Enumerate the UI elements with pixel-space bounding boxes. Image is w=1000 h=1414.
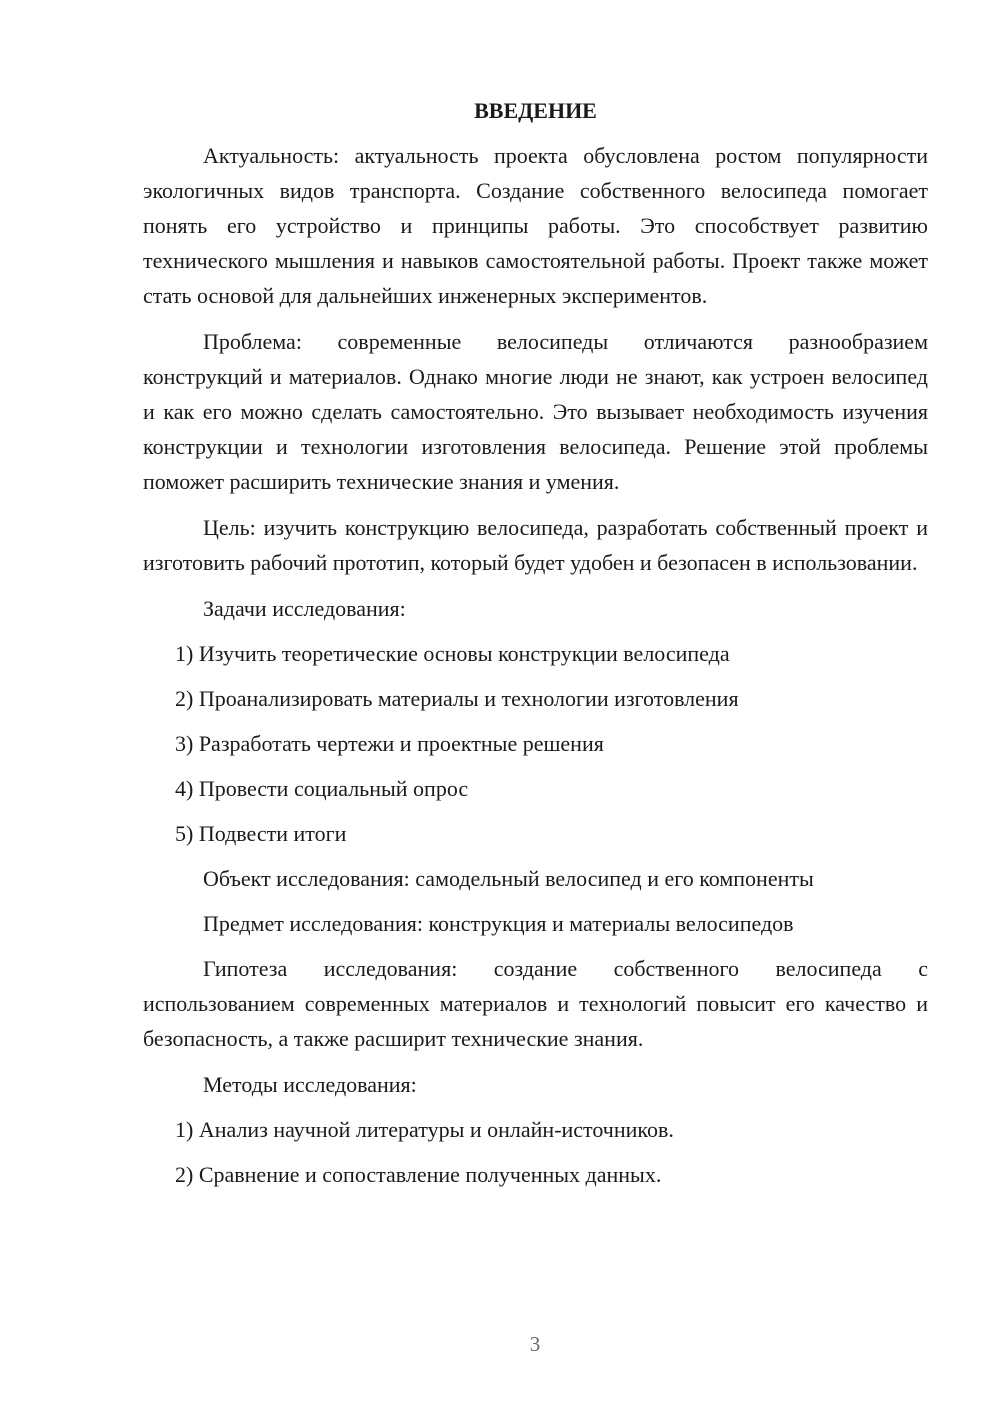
methods-heading: Методы исследования: (203, 1072, 417, 1097)
relevance-paragraph: Актуальность: актуальность проекта обусловлена ростом популярности экологичных видов транспорта. Создание собственного велосипеда помогает понять его устройство и принципы работы. Это способствует развитию технического мышления и навыков самостоятельной работы. Проект также может стать основой для дальнейших инженерных экспериментов. (143, 143, 928, 308)
list-item: 1) Анализ научной литературы и онлайн-источников. (175, 1117, 674, 1142)
list-item: 2) Сравнение и сопоставление полученных данных. (175, 1162, 662, 1187)
list-item: 4) Провести социальный опрос (175, 776, 469, 801)
hypothesis-paragraph: Гипотеза исследования: создание собственного велосипеда с использованием современных материалов и технологий повысит его качество и безопасность, а также расширит технические знания. (143, 956, 928, 1051)
goal-paragraph: Цель: изучить конструкцию велосипеда, разработать собственный проект и изготовить рабочий прототип, который будет удобен и безопасен в использовании. (143, 515, 928, 575)
list-item: 1) Изучить теоретические основы конструкции велосипеда (175, 641, 730, 666)
tasks-heading: Задачи исследования: (203, 596, 406, 621)
list-item: 3) Разработать чертежи и проектные решения (175, 731, 604, 756)
methods-list (143, 1112, 928, 1192)
subject-line: Предмет исследования: конструкция и материалы велосипедов (203, 911, 794, 936)
problem-paragraph: Проблема: современные велосипеды отличаются разнообразием конструкций и материалов. Однако многие люди не знают, как устроен велосипед и как его можно сделать самостоятельно. Это вызывает необходимость изучения конструкции и технологии изготовления велосипеда. Решение этой проблемы поможет расширить технические знания и умения. (143, 329, 928, 494)
list-item: 2) Проанализировать материалы и технологии изготовления (175, 686, 739, 711)
page-number: 3 (529, 1332, 541, 1356)
page-content (143, 93, 928, 1202)
tasks-list (143, 636, 928, 851)
list-item: 5) Подвести итоги (175, 821, 347, 846)
object-line: Объект исследования: самодельный велосипед и его компоненты (203, 866, 814, 891)
page-title: ВВЕДЕНИЕ (474, 98, 597, 123)
